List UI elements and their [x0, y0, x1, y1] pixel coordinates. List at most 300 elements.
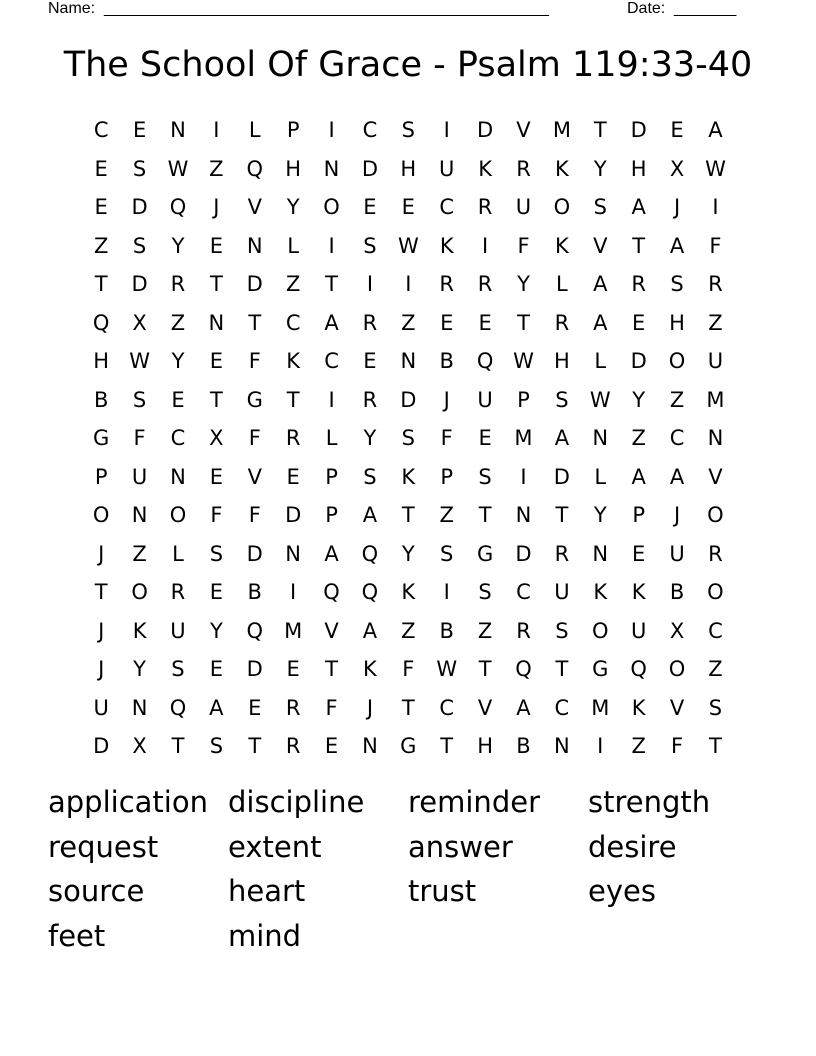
grid-letter: R — [554, 541, 570, 566]
grid-letter: A — [324, 541, 339, 566]
word-bank-item: mind — [228, 918, 302, 953]
grid-letter: D — [361, 156, 379, 181]
grid-letter: A — [209, 695, 224, 720]
grid-letter: X — [132, 310, 147, 335]
grid-letter: O — [668, 657, 686, 681]
grid-letter: S — [209, 541, 224, 566]
grid-letter: C — [170, 426, 186, 450]
grid-letter: U — [554, 580, 570, 604]
grid-letter: S — [478, 464, 492, 489]
grid-letter: D — [400, 387, 417, 412]
grid-letter: F — [248, 426, 261, 450]
page-title: The School Of Grace - Psalm 119:33-40 — [63, 45, 753, 85]
word-bank-item: answer — [408, 829, 513, 864]
grid-letter: Y — [133, 657, 146, 681]
grid-letter: K — [631, 580, 646, 604]
grid-letter: T — [632, 233, 646, 258]
grid-letter: F — [517, 233, 530, 258]
grid-letter: D — [630, 118, 647, 142]
grid-letter: W — [129, 349, 150, 373]
grid-letter: F — [440, 426, 453, 450]
grid-letter: R — [631, 272, 646, 296]
grid-letter: Y — [171, 233, 185, 258]
grid-letter: P — [517, 387, 530, 412]
word-bank-item: reminder — [408, 785, 540, 819]
grid-letter: D — [131, 272, 148, 296]
grid-letter: G — [592, 657, 609, 681]
grid-letter: D — [285, 503, 302, 527]
grid-letter: H — [285, 156, 302, 181]
grid-letter: Y — [286, 195, 300, 219]
grid-letter: Q — [169, 695, 187, 720]
grid-letter: R — [439, 272, 454, 296]
grid-letter: M — [514, 426, 533, 450]
grid-letter: A — [669, 233, 685, 258]
word-bank-item: discipline — [228, 785, 365, 819]
grid-letter: N — [323, 156, 340, 181]
grid-letter: Z — [669, 387, 685, 412]
date-label: Date: — [627, 0, 666, 17]
grid-letter: E — [171, 387, 185, 412]
word-bank-item: strength — [588, 785, 711, 819]
name-blank-line: __________________________________________________ — [104, 0, 549, 17]
grid-letter: Z — [631, 426, 646, 450]
word-bank-item: eyes — [588, 874, 656, 908]
grid-letter: Y — [363, 426, 377, 450]
grid-letter: W — [167, 156, 189, 181]
grid-letter: S — [440, 541, 454, 566]
grid-letter: H — [669, 310, 685, 335]
grid-letter: K — [286, 349, 301, 373]
grid-letter: J — [673, 195, 681, 219]
grid-letter: E — [363, 195, 377, 219]
grid-letter: V — [593, 233, 608, 258]
grid-letter: S — [555, 387, 569, 412]
grid-letter: Y — [632, 387, 646, 412]
grid-letter: G — [476, 541, 494, 566]
grid-letter: B — [439, 349, 454, 373]
grid-letter: Z — [170, 310, 186, 335]
grid-letter: S — [401, 118, 415, 142]
grid-letter: E — [132, 118, 147, 142]
grid-letter: E — [209, 580, 223, 604]
grid-letter: C — [93, 118, 109, 142]
grid-letter: T — [286, 387, 300, 412]
grid-letter: R — [362, 387, 378, 412]
grid-letter: S — [555, 618, 569, 643]
grid-letter: L — [594, 464, 607, 489]
grid-letter: E — [401, 195, 415, 219]
grid-letter: M — [706, 387, 725, 412]
grid-letter: E — [209, 464, 223, 489]
grid-letter: E — [478, 426, 492, 450]
grid-letter: O — [592, 618, 609, 643]
grid-letter: R — [285, 695, 301, 720]
grid-letter: L — [248, 118, 261, 142]
grid-letter: E — [324, 734, 339, 758]
grid-letter: S — [401, 426, 415, 450]
grid-letter: D — [477, 118, 494, 142]
grid-letter: N — [246, 233, 263, 258]
word-bank-item: application — [48, 785, 208, 819]
word-bank — [48, 780, 768, 958]
grid-letter: T — [401, 695, 415, 720]
grid-letter: I — [482, 233, 489, 258]
grid-letter: Q — [361, 580, 379, 604]
grid-letter: A — [631, 464, 646, 489]
grid-letter: P — [325, 503, 338, 527]
grid-letter: C — [516, 580, 531, 604]
grid-letter: Z — [708, 310, 723, 335]
grid-letter: Y — [401, 541, 415, 566]
grid-letter: T — [94, 272, 108, 296]
grid-letter: J — [98, 657, 105, 681]
grid-letter: Q — [476, 349, 494, 373]
grid-letter: J — [98, 541, 105, 566]
grid-letter: S — [363, 464, 377, 489]
grid-letter: S — [132, 387, 147, 412]
grid-letter: E — [478, 310, 492, 335]
grid-letter: D — [246, 541, 263, 566]
grid-letter: S — [209, 734, 224, 758]
grid-letter: X — [669, 618, 685, 643]
word-search-grid — [82, 111, 735, 766]
grid-letter: J — [443, 387, 450, 412]
grid-letter: N — [131, 503, 148, 527]
grid-letter: Z — [132, 541, 147, 566]
grid-letter: F — [671, 734, 684, 758]
grid-letter: E — [363, 349, 377, 373]
grid-letter: B — [439, 618, 454, 643]
grid-letter: M — [591, 695, 610, 720]
grid-letter: R — [516, 156, 531, 181]
grid-letter: E — [209, 233, 223, 258]
grid-letter: P — [440, 464, 454, 489]
grid-letter: Y — [171, 349, 185, 373]
grid-letter: R — [170, 272, 186, 296]
grid-letter: A — [362, 503, 378, 527]
grid-letter: V — [477, 695, 493, 720]
grid-letter: S — [132, 156, 147, 181]
grid-letter: U — [170, 618, 186, 643]
grid-letter: O — [131, 580, 148, 604]
grid-letter: J — [213, 195, 220, 219]
grid-letter: I — [290, 580, 297, 604]
grid-letter: W — [513, 349, 534, 373]
grid-letter: J — [366, 695, 374, 720]
grid-letter: Z — [708, 657, 723, 681]
grid-letter: G — [400, 734, 417, 758]
grid-letter: A — [593, 272, 608, 296]
grid-letter: O — [707, 503, 724, 527]
word-bank-item: heart — [228, 874, 306, 908]
grid-letter: H — [553, 349, 570, 373]
grid-letter: A — [669, 464, 685, 489]
word-bank-item: source — [48, 874, 145, 908]
grid-letter: U — [477, 387, 493, 412]
grid-letter: U — [439, 156, 455, 181]
grid-letter: F — [402, 657, 415, 681]
grid-letter: I — [520, 464, 527, 489]
grid-letter: V — [324, 618, 339, 643]
grid-letter: I — [597, 734, 604, 758]
grid-letter: D — [93, 734, 110, 758]
grid-letter: Q — [246, 618, 264, 643]
grid-letter: E — [440, 310, 454, 335]
grid-letter: W — [436, 657, 458, 681]
name-label: Name: — [48, 0, 96, 17]
grid-letter: Z — [401, 618, 416, 643]
grid-letter: G — [246, 387, 263, 412]
grid-letter: U — [707, 349, 724, 373]
grid-letter: V — [247, 464, 262, 489]
grid-letter: E — [286, 657, 300, 681]
grid-letter: L — [287, 233, 299, 258]
grid-letter: P — [286, 118, 300, 142]
grid-letter: H — [477, 734, 493, 758]
grid-letter: N — [170, 464, 186, 489]
grid-letter: S — [171, 657, 185, 681]
grid-letter: W — [397, 233, 419, 258]
grid-letter: N — [170, 118, 186, 142]
grid-letter: T — [209, 272, 223, 296]
grid-letter: N — [592, 541, 609, 566]
grid-letter: I — [405, 272, 412, 296]
grid-letter: T — [248, 734, 262, 758]
grid-letter: O — [553, 195, 571, 219]
grid-letter: Q — [323, 580, 340, 604]
grid-letter: O — [169, 503, 187, 527]
grid-letter: P — [632, 503, 645, 527]
grid-letter: R — [477, 272, 493, 296]
word-bank-item: request — [48, 829, 159, 864]
grid-letter: U — [131, 464, 148, 489]
grid-letter: S — [132, 233, 147, 258]
grid-letter: E — [632, 310, 646, 335]
grid-letter: K — [554, 233, 569, 258]
grid-letter: Z — [209, 156, 224, 181]
grid-letter: F — [325, 695, 338, 720]
grid-letter: L — [172, 541, 184, 566]
grid-letter: U — [669, 541, 685, 566]
grid-letter: N — [208, 310, 225, 335]
grid-letter: V — [247, 195, 262, 219]
grid-letter: K — [631, 695, 646, 720]
grid-letter: S — [708, 695, 723, 720]
grid-letter: O — [707, 580, 724, 604]
grid-letter: K — [401, 580, 416, 604]
grid-letter: R — [362, 310, 378, 335]
grid-letter: O — [323, 195, 340, 219]
grid-letter: C — [362, 118, 378, 142]
grid-letter: U — [630, 618, 647, 643]
grid-letter: F — [709, 233, 722, 258]
grid-letter: R — [516, 618, 531, 643]
grid-letter: D — [515, 541, 532, 566]
grid-letter: D — [553, 464, 570, 489]
grid-letter: Y — [593, 503, 607, 527]
grid-letter: P — [94, 464, 108, 489]
grid-letter: I — [213, 118, 220, 142]
grid-letter: Y — [517, 272, 530, 296]
grid-letter: Q — [361, 541, 379, 566]
grid-letter: X — [669, 156, 685, 181]
grid-letter: S — [593, 195, 607, 219]
grid-letter: A — [631, 195, 646, 219]
grid-letter: N — [707, 426, 724, 450]
grid-letter: B — [247, 580, 262, 604]
grid-letter: T — [401, 503, 415, 527]
grid-letter: I — [366, 272, 374, 296]
grid-letter: C — [439, 695, 455, 720]
grid-letter: S — [363, 233, 377, 258]
grid-letter: K — [593, 580, 608, 604]
word-bank-item: extent — [228, 829, 322, 864]
grid-letter: N — [515, 503, 532, 527]
grid-letter: Z — [401, 310, 416, 335]
grid-letter: T — [555, 503, 569, 527]
grid-letter: I — [712, 195, 719, 219]
grid-letter: N — [554, 734, 570, 758]
grid-letter: B — [516, 734, 531, 758]
grid-letter: F — [248, 503, 261, 527]
grid-letter: Q — [246, 156, 264, 181]
grid-letter: E — [248, 695, 262, 720]
grid-letter: R — [170, 580, 186, 604]
grid-letter: E — [632, 541, 646, 566]
grid-letter: T — [248, 310, 262, 335]
grid-letter: H — [400, 156, 417, 181]
grid-letter: G — [93, 426, 110, 450]
grid-letter: Z — [439, 503, 454, 527]
grid-letter: T — [709, 734, 722, 758]
date-blank-line: _______ — [674, 0, 737, 17]
grid-letter: E — [94, 156, 108, 181]
grid-letter: C — [708, 618, 723, 643]
header-line — [48, 0, 748, 20]
grid-letter: M — [284, 618, 303, 643]
grid-letter: S — [478, 580, 492, 604]
grid-letter: C — [669, 426, 685, 450]
grid-letter: A — [516, 695, 531, 720]
grid-letter: R — [708, 272, 723, 296]
grid-letter: K — [439, 233, 454, 258]
grid-letter: K — [401, 464, 416, 489]
grid-letter: W — [589, 387, 611, 412]
grid-letter: A — [324, 310, 339, 335]
grid-letter: K — [132, 618, 147, 643]
grid-letter: E — [209, 349, 223, 373]
grid-letter: Z — [631, 734, 646, 758]
grid-letter: P — [325, 464, 338, 489]
grid-letter: N — [400, 349, 417, 373]
grid-letter: D — [246, 272, 263, 296]
grid-letter: V — [516, 118, 531, 142]
grid-letter: R — [477, 195, 493, 219]
grid-letter: D — [246, 657, 263, 681]
grid-letter: Q — [515, 657, 532, 681]
grid-letter: L — [594, 349, 607, 373]
grid-letter: Q — [630, 657, 647, 681]
grid-letter: X — [209, 426, 224, 450]
grid-letter: O — [92, 503, 110, 527]
grid-letter: T — [440, 734, 454, 758]
grid-letter: T — [555, 657, 569, 681]
grid-letter: R — [285, 426, 301, 450]
grid-letter: D — [630, 349, 647, 373]
grid-letter: Y — [209, 618, 223, 643]
grid-letter: J — [673, 503, 681, 527]
grid-letter: I — [443, 118, 450, 142]
grid-letter: A — [362, 618, 378, 643]
grid-letter: Z — [285, 272, 301, 296]
grid-letter: K — [478, 156, 492, 181]
grid-letter: E — [94, 195, 108, 219]
grid-letter: U — [93, 695, 109, 720]
grid-letter: T — [478, 503, 492, 527]
grid-letter: A — [554, 426, 570, 450]
grid-letter: Z — [94, 233, 109, 258]
word-bank-item: desire — [588, 829, 677, 864]
grid-letter: F — [210, 503, 223, 527]
grid-letter: C — [554, 695, 570, 720]
grid-letter: B — [93, 387, 109, 412]
grid-letter: Q — [92, 310, 110, 335]
grid-letter: N — [362, 734, 378, 758]
grid-letter: J — [98, 618, 105, 643]
grid-letter: X — [132, 734, 147, 758]
grid-letter: I — [328, 233, 335, 258]
grid-letter: T — [517, 310, 530, 335]
grid-letter: U — [515, 195, 532, 219]
grid-letter: B — [669, 580, 685, 604]
grid-letter: T — [593, 118, 607, 142]
grid-letter: L — [556, 272, 568, 296]
grid-letter: L — [325, 426, 338, 450]
grid-letter: Q — [169, 195, 187, 219]
grid-letter: I — [443, 580, 450, 604]
grid-letter: T — [209, 387, 223, 412]
grid-letter: R — [708, 541, 723, 566]
grid-letter: N — [592, 426, 609, 450]
word-bank-item: trust — [408, 874, 477, 908]
grid-letter: C — [285, 310, 301, 335]
grid-letter: E — [670, 118, 684, 142]
grid-letter: H — [93, 349, 110, 373]
grid-letter: S — [670, 272, 684, 296]
grid-letter: N — [131, 695, 148, 720]
word-bank-item: feet — [48, 918, 106, 953]
grid-letter: E — [286, 464, 300, 489]
grid-letter: T — [478, 657, 492, 681]
grid-letter: R — [554, 310, 570, 335]
grid-letter: D — [131, 195, 148, 219]
grid-letter: C — [324, 349, 339, 373]
grid-letter: Y — [593, 156, 607, 181]
grid-letter: V — [669, 695, 685, 720]
grid-letter: A — [708, 118, 723, 142]
grid-letter: T — [171, 734, 185, 758]
grid-letter: F — [248, 349, 261, 373]
grid-letter: A — [593, 310, 608, 335]
grid-letter: T — [325, 657, 338, 681]
grid-letter: M — [552, 118, 571, 142]
grid-letter: H — [630, 156, 647, 181]
grid-letter: R — [285, 734, 301, 758]
grid-letter: T — [325, 272, 338, 296]
grid-letter: Z — [477, 618, 493, 643]
grid-letter: F — [133, 426, 146, 450]
